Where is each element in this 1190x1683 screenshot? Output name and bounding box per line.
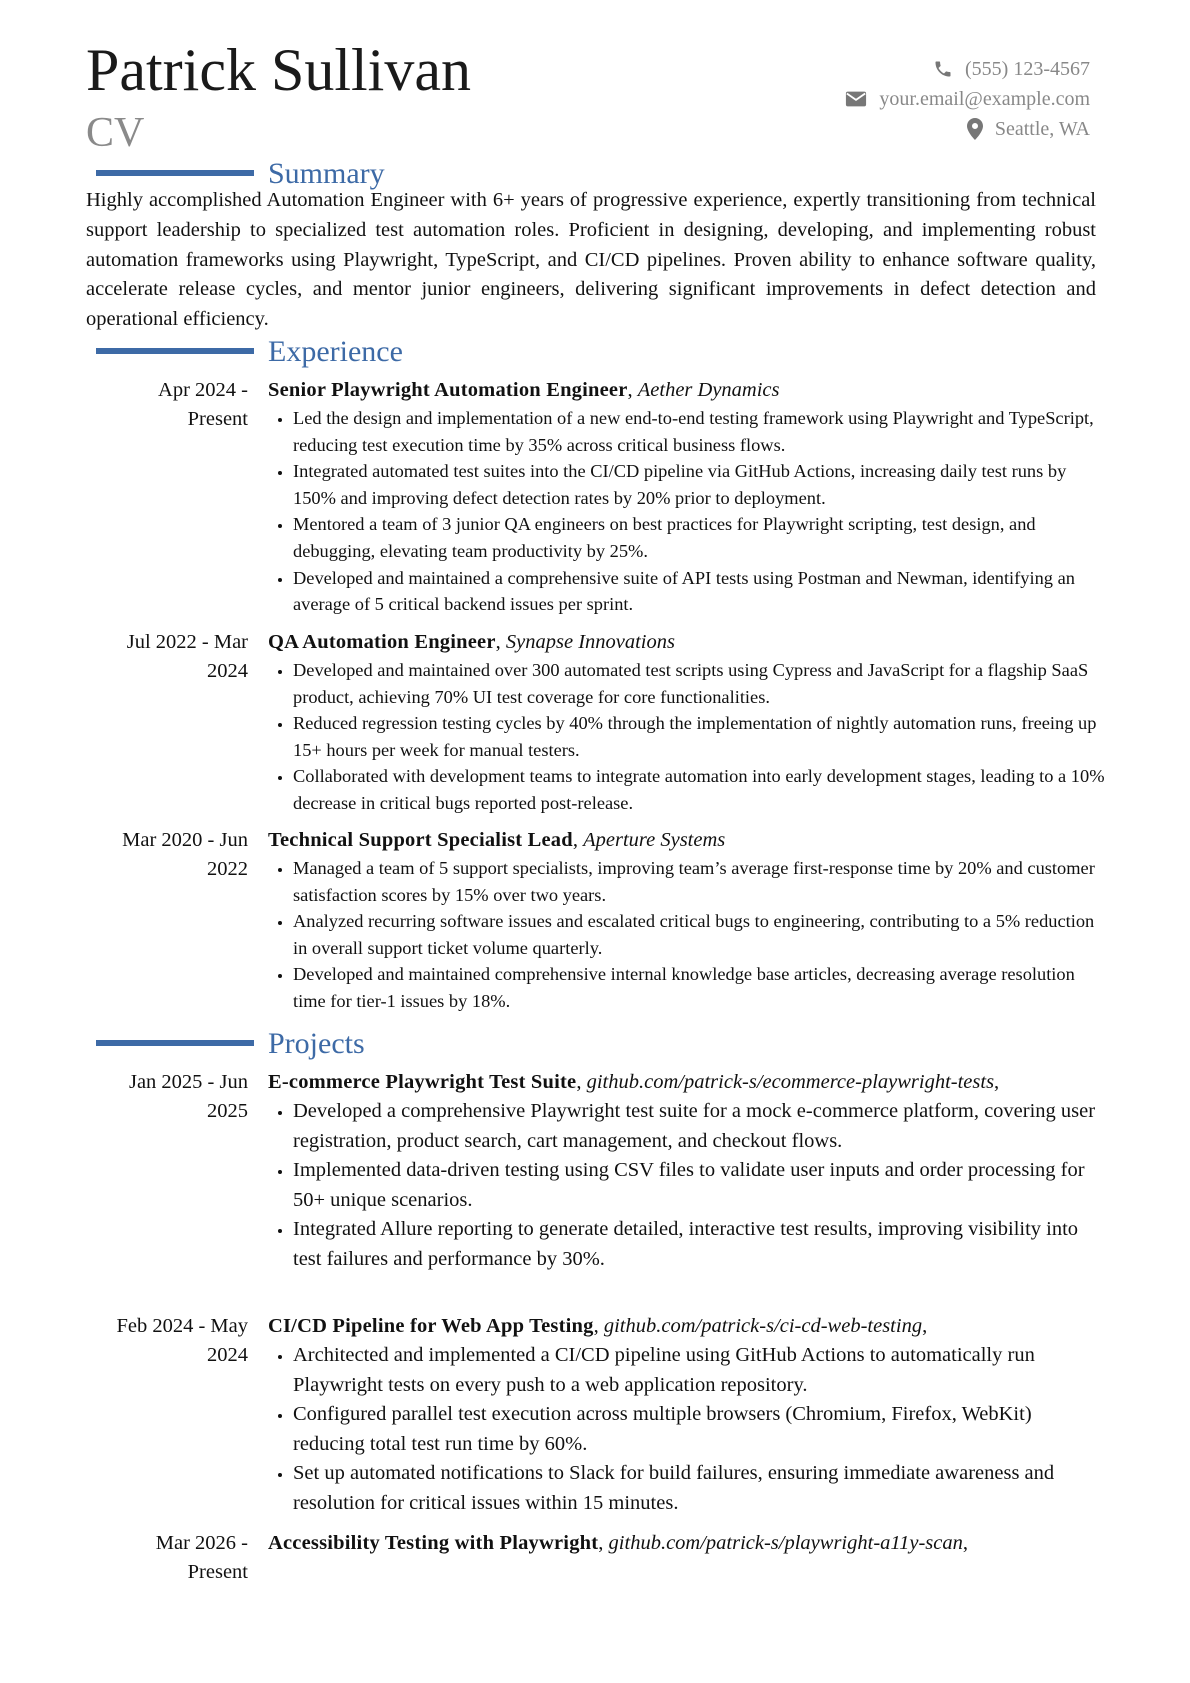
envelope-icon [845, 90, 867, 108]
entry-heading: E-commerce Playwright Test Suite, github.com/patrick-s/ecommerce-playwright-tests, [268, 1071, 1000, 1093]
bullet-item: • Integrated Allure reporting to generate detailed, interactive test results, improving visibility into test failures and performance by 30%. [293, 1215, 1108, 1274]
entry-date [60, 1312, 248, 1370]
date-start: Feb 2024 - May [116, 1315, 248, 1337]
email-text[interactable]: your.email@example.com [879, 88, 1090, 110]
summary-heading: Summary [268, 157, 385, 190]
date-start: Apr 2024 - [158, 379, 248, 401]
contact-block [845, 54, 1090, 144]
entry-content [268, 1312, 1108, 1519]
company-name: Synapse Innovations [505, 631, 675, 653]
job-title: QA Automation Engineer [268, 631, 496, 653]
bullet-list [268, 657, 1108, 817]
bullet-item: • Implemented data-driven testing using CSV files to validate user inputs and order processing for 50+ unique scenarios. [293, 1156, 1108, 1215]
entry-date [60, 1529, 248, 1587]
entry-heading: CI/CD Pipeline for Web App Testing, github.com/patrick-s/ci-cd-web-testing, [268, 1315, 928, 1337]
entry-heading: Accessibility Testing with Playwright, github.com/patrick-s/playwright-a11y-scan, [268, 1532, 968, 1554]
job-title: Technical Support Specialist Lead [268, 829, 573, 851]
entry-content [268, 628, 1108, 817]
date-start: Jan 2025 - Jun [128, 1071, 248, 1093]
section-divider-bar [96, 170, 254, 176]
bullet-item: • Architected and implemented a CI/CD pipeline using GitHub Actions to automatically run Playwright tests on every push to a web application repository. [293, 1341, 1108, 1400]
date-end: 2024 [207, 660, 248, 682]
entry-date [60, 826, 248, 884]
phone-icon [933, 59, 953, 79]
project-link[interactable]: github.com/patrick-s/playwright-a11y-scan [608, 1532, 963, 1554]
date-end: Present [187, 1561, 248, 1583]
entry-heading: Senior Playwright Automation Engineer, Aether Dynamics [268, 379, 780, 401]
entry-heading: Technical Support Specialist Lead, Aperture Systems [268, 829, 726, 851]
date-end: 2025 [207, 1100, 248, 1122]
entry-content [268, 826, 1108, 1015]
phone-text: (555) 123-4567 [965, 58, 1090, 80]
date-start: Jul 2022 - Mar [126, 631, 248, 653]
entry-date [60, 376, 248, 434]
bullet-item: • Set up automated notifications to Slack for build failures, ensuring immediate awareness and resolution for critical issues within 15 minutes. [293, 1459, 1108, 1518]
bullet-list [268, 1097, 1108, 1275]
document-subtitle: CV [86, 110, 145, 156]
bullet-list [268, 855, 1108, 1015]
bullet-item: • Led the design and implementation of a new end-to-end testing framework using Playwright and TypeScript, reducing test execution time by 35% across critical business flows. [293, 405, 1108, 458]
contact-location [845, 114, 1090, 144]
date-start: Mar 2020 - Jun [122, 829, 248, 851]
bullet-item: • Developed and maintained over 300 automated test scripts using Cypress and JavaScript for a flagship SaaS product, achieving 70% UI test coverage for core functionalities. [293, 657, 1108, 710]
bullet-item: • Analyzed recurring software issues and escalated critical bugs to engineering, contributing to a 5% reduction in overall support ticket volume quarterly. [293, 908, 1108, 961]
project-title: Accessibility Testing with Playwright [268, 1532, 599, 1554]
entry-content [268, 1529, 1108, 1558]
projects-section-header [0, 1026, 1190, 1062]
entry-heading: QA Automation Engineer, Synapse Innovations [268, 631, 675, 653]
experience-section-header [0, 334, 1190, 370]
job-title: Senior Playwright Automation Engineer [268, 379, 628, 401]
bullet-item: • Mentored a team of 3 junior QA engineers on best practices for Playwright scripting, test design, and debugging, elevating team productivity by 25%. [293, 511, 1108, 564]
entry-content [268, 376, 1108, 618]
date-start: Mar 2026 - [155, 1532, 248, 1554]
bullet-list [268, 1341, 1108, 1519]
entry-date [60, 628, 248, 686]
date-end: 2022 [207, 858, 248, 880]
bullet-item: • Developed a comprehensive Playwright test suite for a mock e-commerce platform, covering user registration, product search, cart management, and checkout flows. [293, 1097, 1108, 1156]
project-title: CI/CD Pipeline for Web App Testing [268, 1315, 594, 1337]
location-text: Seattle, WA [994, 118, 1090, 140]
entry-content [268, 1068, 1108, 1275]
projects-heading: Projects [268, 1027, 365, 1060]
bullet-item: • Developed and maintained comprehensive internal knowledge base articles, decreasing average resolution time for tier-1 issues by 18%. [293, 961, 1108, 1014]
company-name: Aether Dynamics [637, 379, 780, 401]
person-name: Patrick Sullivan [86, 37, 471, 103]
section-divider-bar [96, 348, 254, 354]
company-name: Aperture Systems [583, 829, 726, 851]
map-pin-icon [967, 118, 983, 140]
experience-heading: Experience [268, 335, 403, 368]
section-divider-bar [96, 1040, 254, 1046]
bullet-list [268, 405, 1108, 618]
contact-email[interactable] [845, 84, 1090, 114]
project-title: E-commerce Playwright Test Suite [268, 1071, 577, 1093]
bullet-item: • Integrated automated test suites into the CI/CD pipeline via GitHub Actions, increasing daily test runs by 150% and improving defect detection rates by 20% prior to deployment. [293, 458, 1108, 511]
date-end: Present [187, 408, 248, 430]
bullet-item: • Developed and maintained a comprehensive suite of API tests using Postman and Newman, identifying an average of 5 critical backend issues per sprint. [293, 565, 1108, 618]
bullet-item: • Configured parallel test execution across multiple browsers (Chromium, Firefox, WebKit) reducing total test run time by 60%. [293, 1400, 1108, 1459]
bullet-item: • Managed a team of 5 support specialists, improving team’s average first-response time by 20% and customer satisfaction scores by 15% over two years. [293, 855, 1108, 908]
bullet-item: • Reduced regression testing cycles by 40% through the implementation of nightly automation runs, freeing up 15+ hours per week for manual testers. [293, 710, 1108, 763]
entry-date [60, 1068, 248, 1126]
project-link[interactable]: github.com/patrick-s/ecommerce-playwright-tests [586, 1071, 995, 1093]
contact-phone [845, 54, 1090, 84]
summary-text: Highly accomplished Automation Engineer with 6+ years of progressive experience, expertly transitioning from technical support leadership to specialized test automation roles. Proficient in designing, developing, and implementing robust automation frameworks using Playwright, TypeScript, and CI/CD pipelines. Proven ability to enhance software quality, accelerate release cycles, and mentor junior engineers, delivering significant improvements in defect detection and operational efficiency. [86, 189, 1096, 331]
bullet-item: • Collaborated with development teams to integrate automation into early development stages, leading to a 10% decrease in critical bugs reported post-release. [293, 763, 1108, 816]
date-end: 2024 [207, 1344, 248, 1366]
project-link[interactable]: github.com/patrick-s/ci-cd-web-testing [603, 1315, 923, 1337]
